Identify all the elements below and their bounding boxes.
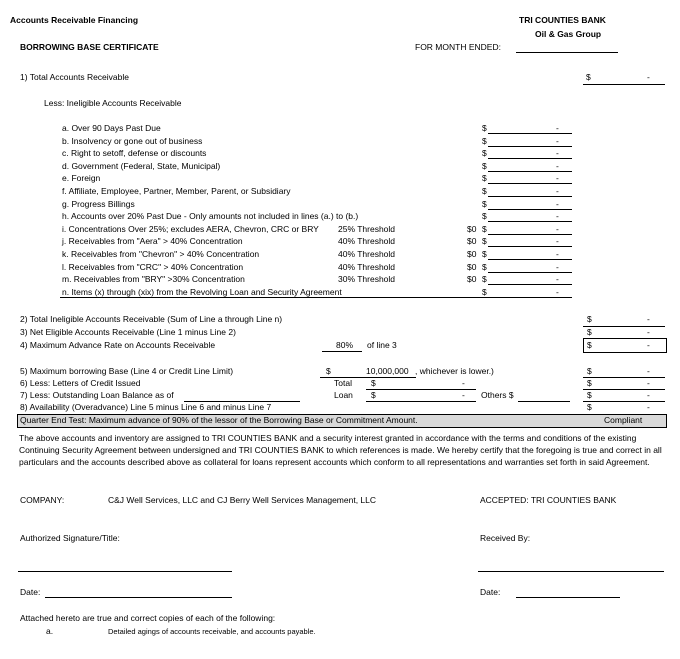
certification-paragraph: The above accounts and inventory are assigned to TRI COUNTIES BANK and a security interest granted in accordance with the terms and conditions of the existing Continuing Security Agreement between undersigned and TRI COUNTIES BANK to which references is made. We hereby certify that the foregoing is true and correct in all particulars and the accounts described above as collateral for loans represent accounts which conform to all representations and warranties set forth in said Agreement. bbox=[19, 433, 662, 467]
line2-label: 2) Total Ineligible Accounts Receivable (Sum of Line a through Line n) bbox=[20, 314, 283, 324]
signature-field[interactable] bbox=[18, 571, 232, 572]
line7-mid-dollar: $ bbox=[371, 390, 376, 400]
ineligible-pre-value: $0 bbox=[467, 274, 477, 284]
line5-dollar-right: $ bbox=[587, 366, 592, 376]
line6-total: Total bbox=[334, 378, 352, 388]
line4-rate-field[interactable] bbox=[322, 351, 362, 352]
ineligible-field[interactable] bbox=[488, 272, 572, 273]
certificate-title: BORROWING BASE CERTIFICATE bbox=[20, 42, 159, 52]
ineligible-threshold: 40% Threshold bbox=[338, 262, 396, 272]
ineligible-threshold: 30% Threshold bbox=[338, 274, 396, 284]
ineligible-pre-value: $0 bbox=[467, 224, 477, 234]
bank-group: Oil & Gas Group bbox=[535, 29, 602, 39]
less-ineligible-label: Less: Ineligible Accounts Receivable bbox=[44, 98, 182, 108]
ineligible-label: k. Receivables from "Chevron" > 40% Concentration bbox=[62, 249, 260, 259]
ineligible-field[interactable] bbox=[488, 209, 572, 210]
ineligible-field[interactable] bbox=[488, 234, 572, 235]
line5-note: , whichever is lower.) bbox=[415, 366, 494, 376]
attached-item-letter: a. bbox=[46, 626, 54, 636]
company-label: COMPANY: bbox=[20, 495, 65, 505]
ineligible-dollar: $ bbox=[482, 211, 487, 221]
ineligible-dollar: $ bbox=[482, 274, 487, 284]
ineligible-field[interactable] bbox=[488, 171, 572, 172]
ineligible-value: - bbox=[556, 224, 559, 234]
ineligible-value: - bbox=[556, 148, 559, 158]
line1-value: - bbox=[647, 72, 650, 82]
line5-limit: 10,000,000 bbox=[366, 366, 409, 376]
ineligible-value: - bbox=[556, 186, 559, 196]
line5-value: - bbox=[647, 366, 650, 376]
line4-dollar: $ bbox=[587, 340, 592, 350]
ineligible-total-rule bbox=[60, 297, 488, 298]
line7-label: 7) Less: Outstanding Loan Balance as of bbox=[20, 390, 174, 400]
line6-mid-dollar: $ bbox=[371, 378, 376, 388]
line7-field[interactable] bbox=[583, 401, 665, 402]
line2-dollar: $ bbox=[587, 314, 592, 324]
month-ended-label: FOR MONTH ENDED: bbox=[415, 42, 501, 52]
ineligible-field[interactable] bbox=[488, 246, 572, 247]
ineligible-dollar: $ bbox=[482, 262, 487, 272]
line7-loan: Loan bbox=[334, 390, 353, 400]
ineligible-value: - bbox=[556, 274, 559, 284]
month-ended-field[interactable] bbox=[516, 52, 618, 53]
line4-value: - bbox=[647, 340, 650, 350]
ineligible-label: m. Receivables from "BRY" >30% Concentration bbox=[62, 274, 245, 284]
line8-dollar: $ bbox=[587, 402, 592, 412]
ineligible-dollar: $ bbox=[482, 236, 487, 246]
line6-mid-field[interactable] bbox=[366, 389, 476, 390]
ineligible-label: j. Receivables from "Aera" > 40% Concentration bbox=[62, 236, 243, 246]
date-right-field[interactable] bbox=[516, 597, 620, 598]
ineligible-label: g. Progress Billings bbox=[62, 199, 135, 209]
ineligible-label: e. Foreign bbox=[62, 173, 101, 183]
ineligible-dollar: $ bbox=[482, 161, 487, 171]
line4-label: 4) Maximum Advance Rate on Accounts Receivable bbox=[20, 340, 216, 350]
attached-label: Attached hereto are true and correct copies of each of the following: bbox=[20, 613, 276, 623]
ineligible-label: i. Concentrations Over 25%; excludes AERA, Chevron, CRC or BRY bbox=[62, 224, 319, 234]
ineligible-field[interactable] bbox=[488, 133, 572, 134]
quarter-test-status: Compliant bbox=[604, 415, 643, 425]
ineligible-dollar: $ bbox=[482, 287, 487, 297]
line2-value: - bbox=[647, 314, 650, 324]
line4-of-line: of line 3 bbox=[367, 340, 397, 350]
ineligible-dollar: $ bbox=[482, 186, 487, 196]
ineligible-value: - bbox=[556, 211, 559, 221]
line7-value: - bbox=[647, 390, 650, 400]
ineligible-value: - bbox=[556, 262, 559, 272]
ineligible-value: - bbox=[556, 199, 559, 209]
ineligible-value: - bbox=[556, 236, 559, 246]
ineligible-field[interactable] bbox=[488, 221, 572, 222]
received-by-label: Received By: bbox=[480, 533, 531, 543]
ineligible-dollar: $ bbox=[482, 148, 487, 158]
ineligible-dollar: $ bbox=[482, 199, 487, 209]
line5-dollar: $ bbox=[326, 366, 331, 376]
ineligible-dollar: $ bbox=[482, 249, 487, 259]
ineligible-dollar: $ bbox=[482, 173, 487, 183]
ineligible-field[interactable] bbox=[488, 259, 572, 260]
line7-dollar: $ bbox=[587, 390, 592, 400]
line8-value: - bbox=[647, 402, 650, 412]
ineligible-field[interactable] bbox=[488, 158, 572, 159]
ineligible-dollar: $ bbox=[482, 136, 487, 146]
ineligible-dollar: $ bbox=[482, 123, 487, 133]
line7-mid-field[interactable] bbox=[366, 401, 476, 402]
ineligible-value: - bbox=[556, 249, 559, 259]
form-title: Accounts Receivable Financing bbox=[10, 15, 139, 25]
ineligible-label: d. Government (Federal, State, Municipal) bbox=[62, 161, 221, 171]
ineligible-label: b. Insolvency or gone out of business bbox=[62, 136, 203, 146]
ineligible-pre-value: $0 bbox=[467, 236, 477, 246]
ineligible-label: a. Over 90 Days Past Due bbox=[62, 123, 161, 133]
ineligible-value: - bbox=[556, 287, 559, 297]
ineligible-field[interactable] bbox=[488, 297, 572, 298]
ineligible-dollar: $ bbox=[482, 224, 487, 234]
date-left-label: Date: bbox=[20, 587, 41, 597]
quarter-test-text: Quarter End Test: Maximum advance of 90% of the lessor of the Borrowing Base or Commitment Amount. bbox=[20, 415, 418, 425]
ineligible-value: - bbox=[556, 123, 559, 133]
ineligible-value: - bbox=[556, 136, 559, 146]
line4-box bbox=[583, 338, 667, 353]
ineligible-field[interactable] bbox=[488, 146, 572, 147]
signature-label: Authorized Signature/Title: bbox=[20, 533, 120, 543]
attached-item-text: Detailed agings of accounts receivable, and accounts payable. bbox=[108, 627, 316, 636]
ineligible-threshold: 25% Threshold bbox=[338, 224, 396, 234]
ineligible-field[interactable] bbox=[488, 183, 572, 184]
line7-others: Others $ bbox=[481, 390, 514, 400]
ineligible-field[interactable] bbox=[488, 284, 572, 285]
date-right-label: Date: bbox=[480, 587, 501, 597]
line6-mid-value: - bbox=[462, 378, 465, 388]
ineligible-label: n. Items (x) through (xix) from the Revolving Loan and Security Agreement bbox=[62, 287, 342, 297]
line3-label: 3) Net Eligible Accounts Receivable (Line 1 minus Line 2) bbox=[20, 327, 236, 337]
line6-value: - bbox=[647, 378, 650, 388]
line8-label: 8) Availability (Overadvance) Line 5 minus Line 6 and minus Line 7 bbox=[20, 402, 272, 412]
line5-field[interactable] bbox=[583, 377, 665, 378]
line2-field[interactable] bbox=[583, 326, 665, 327]
received-by-field[interactable] bbox=[478, 571, 664, 572]
company-name: C&J Well Services, LLC and CJ Berry Well Services Management, LLC bbox=[108, 495, 377, 505]
ineligible-label: f. Affiliate, Employee, Partner, Member, Parent, or Subsidiary bbox=[62, 186, 291, 196]
line7-mid-value: - bbox=[462, 390, 465, 400]
ineligible-label: c. Right to setoff, defense or discounts bbox=[62, 148, 207, 158]
ineligible-label: l. Receivables from "CRC" > 40% Concentration bbox=[62, 262, 244, 272]
ineligible-value: - bbox=[556, 173, 559, 183]
line4-rate: 80% bbox=[336, 340, 354, 350]
ineligible-field[interactable] bbox=[488, 196, 572, 197]
line6-field[interactable] bbox=[583, 389, 665, 390]
line6-label: 6) Less: Letters of Credit Issued bbox=[20, 378, 141, 388]
line5-label: 5) Maximum borrowing Base (Line 4 or Credit Line Limit) bbox=[20, 366, 234, 376]
line3-value: - bbox=[647, 327, 650, 337]
ineligible-value: - bbox=[556, 161, 559, 171]
line6-dollar: $ bbox=[587, 378, 592, 388]
ineligible-pre-value: $0 bbox=[467, 262, 477, 272]
date-left-field[interactable] bbox=[45, 597, 232, 598]
ineligible-threshold: 40% Threshold bbox=[338, 249, 396, 259]
line7-others-field[interactable] bbox=[518, 401, 570, 402]
bank-name: TRI COUNTIES BANK bbox=[519, 15, 606, 25]
line3-dollar: $ bbox=[587, 327, 592, 337]
ineligible-label: h. Accounts over 20% Past Due - Only amounts not included in lines (a.) to (b.) bbox=[62, 211, 359, 221]
line1-dollar: $ bbox=[586, 72, 591, 82]
accepted-label: ACCEPTED: TRI COUNTIES BANK bbox=[480, 495, 617, 505]
line1-field[interactable] bbox=[583, 84, 665, 85]
ineligible-threshold: 40% Threshold bbox=[338, 236, 396, 246]
line1-label: 1) Total Accounts Receivable bbox=[20, 72, 129, 82]
ineligible-pre-value: $0 bbox=[467, 249, 477, 259]
